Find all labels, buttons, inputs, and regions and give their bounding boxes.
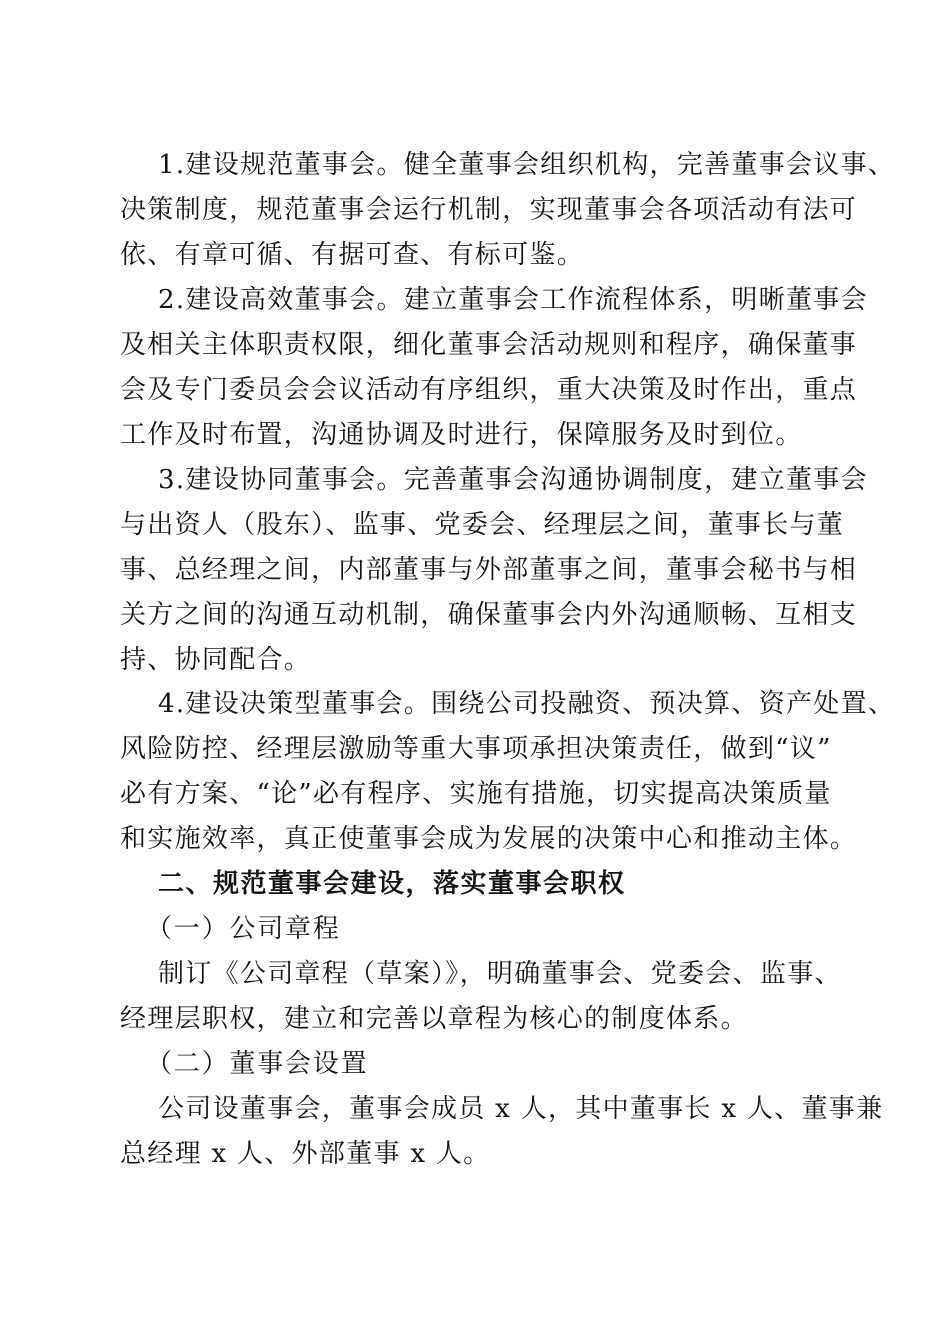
- paragraph-2-line-3: 会及专门委员会会议活动有序组织，重大决策及时作出，重点: [120, 375, 858, 405]
- paragraph-4-line-4: 和实施效率，真正使董事会成为发展的决策中心和推动主体。: [120, 824, 858, 854]
- subheading-1: （一）公司章程: [146, 914, 341, 944]
- paragraph-1-line-1: 1.建设规范董事会。健全董事会组织机构，完善董事会议事、: [158, 150, 896, 180]
- section-heading: 二、规范董事会建设，落实董事会职权: [158, 869, 626, 899]
- paragraph-1-line-3: 依、有章可循、有据可查、有标可鉴。: [120, 240, 585, 270]
- paragraph-3-line-1: 3.建设协同董事会。完善董事会沟通协调制度，建立董事会: [158, 465, 868, 495]
- paragraph-3-line-3: 事、总经理之间，内部董事与外部董事之间，董事会秘书与相: [120, 555, 858, 585]
- paragraph-1-line-2: 决策制度，规范董事会运行机制，实现董事会各项活动有法可: [120, 195, 858, 225]
- subheading-2: （二）董事会设置: [146, 1049, 369, 1079]
- paragraph-4-line-3: 必有方案、“论”必有程序、实施有措施，切实提高决策质量: [120, 779, 832, 809]
- paragraph-2-line-2: 及相关主体职责权限，细化董事会活动规则和程序，确保董事: [120, 330, 858, 360]
- paragraph-2-line-4: 工作及时布置，沟通协调及时进行，保障服务及时到位。: [120, 420, 803, 450]
- paragraph-4-line-2: 风险防控、经理层激励等重大事项承担决策责任，做到“议”: [120, 734, 832, 764]
- paragraph-3-line-2: 与出资人（股东）、监事、党委会、经理层之间，董事长与董: [120, 510, 845, 540]
- paragraph-5-line-1: 制订《公司章程（草案）》，明确董事会、党委会、监事、: [158, 959, 842, 989]
- paragraph-6-line-1: 公司设董事会，董事会成员 x 人，其中董事长 x 人、董事兼: [158, 1094, 884, 1124]
- paragraph-6-line-2: 总经理 x 人、外部董事 x 人。: [120, 1139, 491, 1169]
- paragraph-2-line-1: 2.建设高效董事会。建立董事会工作流程体系，明晰董事会: [158, 285, 868, 315]
- paragraph-5-line-2: 经理层职权，建立和完善以章程为核心的制度体系。: [120, 1004, 748, 1034]
- paragraph-4-line-1: 4.建设决策型董事会。围绕公司投融资、预决算、资产处置、: [158, 689, 896, 719]
- paragraph-3-line-5: 持、协同配合。: [120, 645, 312, 675]
- paragraph-3-line-4: 关方之间的沟通互动机制，确保董事会内外沟通顺畅、互相支: [120, 600, 858, 630]
